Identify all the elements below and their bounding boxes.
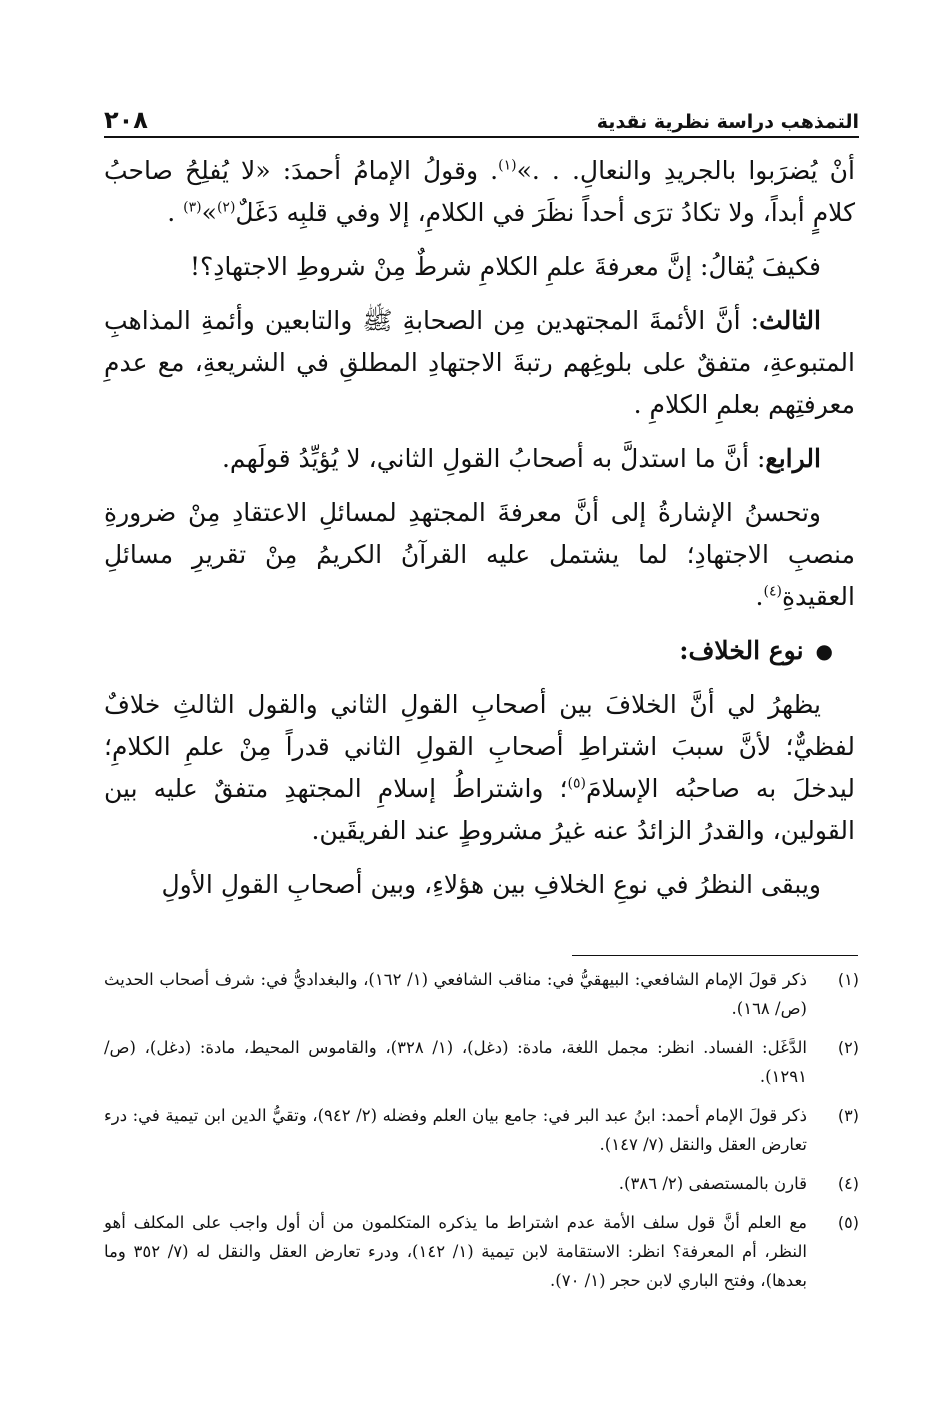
paragraph-1-part-d: . (167, 198, 184, 227)
paragraph-1-part-b: . وقولُ الإمامُ أحمدَ: «لا يُفلِحُ صاحبُ كلامٍ أبداً، ولا تكادُ ترَى أحداً نظَرَ في الكلامِ، إلا وفي قلبِه دَغَلٌ (104, 156, 855, 227)
paragraph-5-part-a: وتحسنُ الإشارةُ إلى أنَّ معرفةَ المجتهدِ لمسائلِ الاعتقادِ مِنْ ضرورةِ منصبِ الاجتهادِ؛ لما يشتمل عليه القرآنُ الكريمُ مِنْ تقريرِ مسائلِ العقيدةِ (104, 498, 855, 611)
paragraph-6-part-a: يظهرُ لي أنَّ الخلافَ بين أصحابِ القولِ الثاني والقول الثالثِ خلافٌ لفظيٌّ؛ لأنَّ سببَ اشتراطِ أصحابِ القولِ الثاني قدراً مِنْ علمِ الكلامِ؛ ليدخلَ به صاحبُه الإسلامَ (104, 690, 855, 803)
paragraph-2: فكيفَ يُقالُ: إنَّ معرفةَ علمِ الكلامِ شرطٌ مِنْ شروطِ الاجتهادِ؟! (189, 252, 821, 281)
paragraph-1-part-c: » (201, 198, 217, 227)
paragraph-4-text: : أنَّ ما استدلَّ به أصحابُ القولِ الثاني، لا يُؤيِّدُ قولَهم. (221, 444, 766, 473)
footnote-number: (٤) (837, 1174, 859, 1193)
footnote-text: قارن بالمستصفى (٢/ ٣٨٦). (618, 1174, 807, 1193)
footnote-4 (104, 1169, 859, 1198)
footnote-ref-5: (٥) (567, 775, 586, 792)
footnotes (104, 965, 859, 1305)
footnote-ref-2: (٢) (216, 199, 236, 216)
footnote-text: مع العلم أنَّ قول سلف الأمة عدم اشتراط ما يذكره المتكلمون من أن أول واجب على المكلف أهو النظر، أم المعرفة؟ انظر: الاستقامة لابن تيمية (١/ ١٤٢)، ودرء تعارض العقل والنقل له (٧/ ٣٥٢ وما بعدها)، وفتح الباري لابن حجر (١/ ٧٠). (104, 1213, 807, 1290)
paragraph-4-lead: الرابع (765, 444, 821, 473)
footnote-text: ذكر قولَ الإمام أحمد: ابنُ عبد البر في: جامع بيان العلم وفضله (٢/ ٩٤٢)، وتقيُّ الدين ابن تيمية في: درء تعارض العقل والنقل (٧/ ١٤٧). (104, 1106, 807, 1154)
main-text (104, 150, 855, 918)
paragraph-3-text: : أنَّ الأئمةَ المجتهدين مِن الصحابةِ ﷺ والتابعين وأئمةِ المذاهبِ المتبوعةِ، متفقٌ على بلوغِهم رتبةَ الاجتهادِ المطلقِ في الشريعةِ، مع عدمِ معرفتِهم بعلمِ الكلامِ . (104, 306, 855, 419)
footnote-ref-4: (٤) (763, 583, 782, 600)
footnote-number: (١) (837, 970, 859, 989)
paragraph-6 (104, 684, 855, 852)
footnote-divider (572, 955, 858, 956)
footnote-text: ذكر قولَ الإمام الشافعي: البيهقيُّ في: مناقب الشافعي (١/ ١٦٢)، والبغداديُّ في: شرف أصحاب الحديث (ص/ ١٦٨). (104, 970, 807, 1018)
running-title: التمذهب دراسة نظرية نقدية (596, 111, 859, 133)
footnote-1 (104, 965, 859, 1023)
section-title: نوع الخلاف: (679, 636, 804, 665)
footnote-number: (٢) (837, 1038, 859, 1057)
footnote-ref-1: (١) (498, 157, 517, 174)
footnote-number: (٥) (837, 1213, 859, 1232)
paragraph-1 (104, 150, 855, 234)
footnote-3 (104, 1101, 859, 1159)
footnote-ref-3: (٣) (183, 199, 202, 216)
footnote-2 (104, 1033, 859, 1091)
paragraph-5-part-b: . (755, 582, 764, 611)
page-header (104, 96, 859, 138)
paragraph-1-part-a: أنْ يُضرَبوا بالجريدِ والنعالِ. . .» (516, 156, 855, 185)
footnote-text: الدَّغَل: الفساد. انظر: مجمل اللغة، مادة: (دغل)، (١/ ٣٢٨)، والقاموس المحيط، مادة: (دغل)، (ص/ ١٢٩١). (104, 1038, 807, 1086)
paragraph-7: ويبقى النظرُ في نوعِ الخلافِ بين هؤلاءِ، وبين أصحابِ القولِ الأولِ (161, 870, 821, 899)
bullet-icon: ● (815, 639, 833, 663)
paragraph-3 (104, 300, 855, 426)
paragraph-6-part-b: ؛ واشتراطُ إسلامِ المجتهدِ متفقٌ عليه بين القولين، والقدرُ الزائدُ عنه غيرُ مشروطٍ عند الفريقَين. (104, 774, 855, 845)
footnote-5 (104, 1208, 859, 1295)
section-heading (104, 630, 855, 672)
paragraph-4 (104, 438, 855, 480)
footnote-number: (٣) (837, 1106, 859, 1125)
paragraph-3-lead: الثالث (759, 306, 821, 335)
paragraph-5 (104, 492, 855, 618)
page-number: ٢٠٨ (104, 106, 148, 134)
